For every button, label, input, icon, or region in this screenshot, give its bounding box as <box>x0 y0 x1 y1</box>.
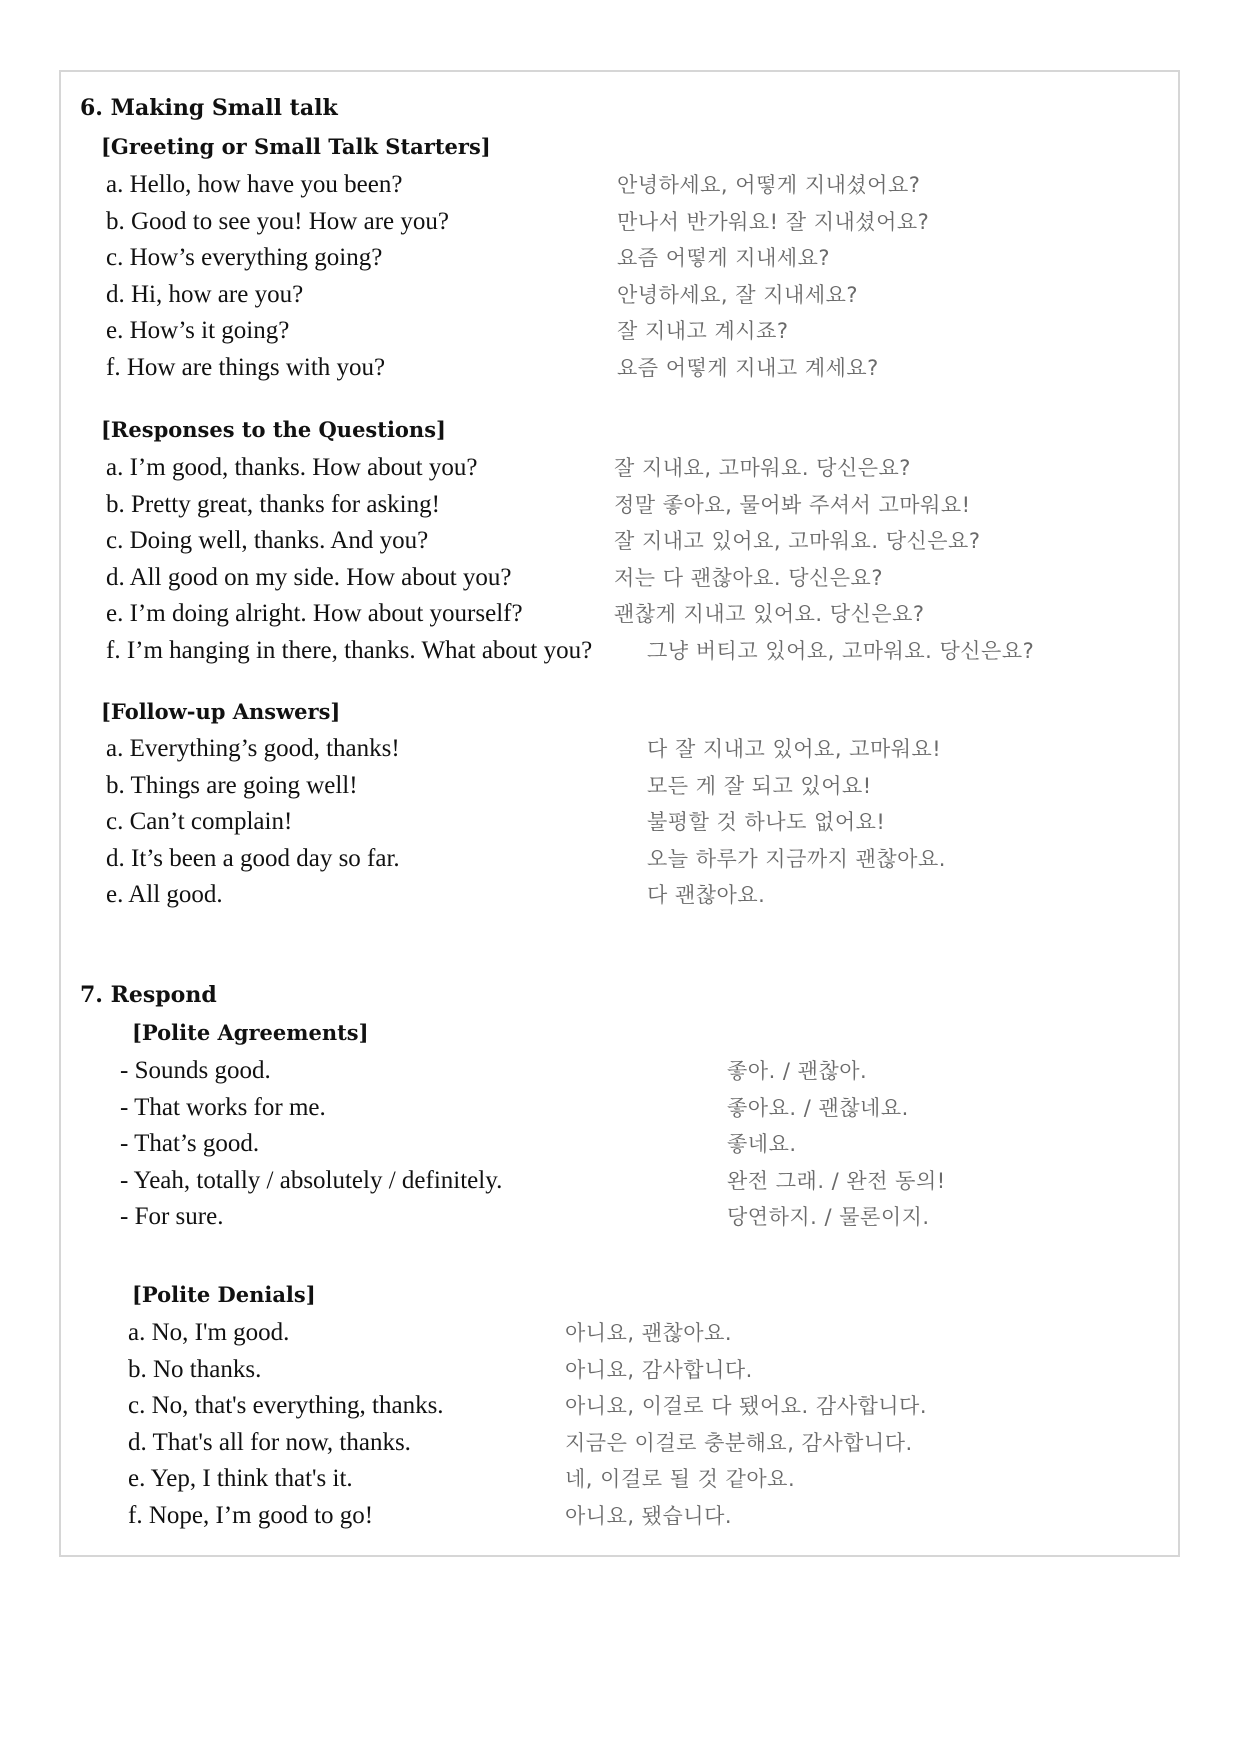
english-phrase: e. All good. <box>106 881 223 908</box>
english-phrase: c. Doing well, thanks. And you? <box>106 527 429 554</box>
english-phrase: a. Everything’s good, thanks! <box>106 735 400 762</box>
korean-translation: 괜찮게 지내고 있어요. 당신은요? <box>614 602 925 626</box>
section-title: 6. Making Small talk <box>80 95 338 121</box>
english-phrase: e. How’s it going? <box>106 317 290 344</box>
korean-translation: 다 괜찮아요. <box>647 883 766 907</box>
english-phrase: f. How are things with you? <box>106 353 386 381</box>
english-phrase: e. Yep, I think that's it. <box>128 1465 353 1492</box>
korean-translation: 요즘 어떻게 지내세요? <box>617 246 831 270</box>
english-phrase: b. No thanks. <box>128 1355 262 1383</box>
group-heading: [Greeting or Small Talk Starters] <box>101 134 491 159</box>
english-phrase: b. Pretty great, thanks for asking! <box>106 490 440 518</box>
english-phrase: d. Hi, how are you? <box>106 280 304 308</box>
section-title: 7. Respond <box>80 982 217 1008</box>
english-phrase: - Yeah, totally / absolutely / definitely. <box>120 1166 503 1194</box>
korean-translation: 당연하지. / 물론이지. <box>727 1205 930 1229</box>
group-heading: [Polite Denials] <box>132 1282 316 1307</box>
korean-translation: 안녕하세요, 어떻게 지내셨어요? <box>617 173 921 197</box>
english-phrase: d. All good on my side. How about you? <box>106 563 512 591</box>
korean-translation: 잘 지내고 있어요, 고마워요. 당신은요? <box>614 529 981 553</box>
english-phrase: b. Things are going well! <box>106 771 358 799</box>
korean-translation: 좋아요. / 괜찮네요. <box>727 1095 909 1120</box>
korean-translation: 좋네요. <box>727 1132 797 1156</box>
english-phrase: c. Can’t complain! <box>106 808 293 835</box>
english-phrase: a. I’m good, thanks. How about you? <box>106 454 478 481</box>
group-heading: [Polite Agreements] <box>132 1020 369 1045</box>
english-phrase: - For sure. <box>120 1203 224 1230</box>
korean-translation: 모든 게 잘 되고 있어요! <box>647 773 872 798</box>
korean-translation: 좋아. / 괜찮아. <box>727 1059 868 1083</box>
english-phrase: e. I’m doing alright. How about yourself? <box>106 600 523 627</box>
korean-translation: 아니요, 됐습니다. <box>565 1503 733 1528</box>
korean-translation: 오늘 하루가 지금까지 괜찮아요. <box>647 846 946 871</box>
group-heading: [Responses to the Questions] <box>101 417 446 442</box>
english-phrase: - That works for me. <box>120 1093 326 1121</box>
korean-translation: 네, 이걸로 될 것 같아요. <box>565 1467 796 1491</box>
english-phrase: a. No, I'm good. <box>128 1319 290 1346</box>
korean-translation: 불평할 것 하나도 없어요! <box>647 810 886 834</box>
korean-translation: 지금은 이걸로 충분해요, 감사합니다. <box>565 1430 913 1455</box>
korean-translation: 다 잘 지내고 있어요, 고마워요! <box>647 737 942 761</box>
english-phrase: - That’s good. <box>120 1130 260 1157</box>
korean-translation: 만나서 반가워요! 잘 지내셨어요? <box>617 209 930 234</box>
korean-translation: 정말 좋아요, 물어봐 주셔서 고마워요! <box>614 492 971 517</box>
group-heading: [Follow-up Answers] <box>101 699 341 724</box>
english-phrase: b. Good to see you! How are you? <box>106 207 449 235</box>
english-phrase: d. It’s been a good day so far. <box>106 844 400 872</box>
english-phrase: f. Nope, I’m good to go! <box>128 1501 374 1529</box>
english-phrase: c. How’s everything going? <box>106 244 383 271</box>
korean-translation: 완전 그래. / 완전 동의! <box>727 1168 946 1193</box>
korean-translation: 아니요, 이걸로 다 됐어요. 감사합니다. <box>565 1394 928 1418</box>
korean-translation: 잘 지내고 계시죠? <box>617 319 789 343</box>
korean-translation: 아니요, 감사합니다. <box>565 1357 753 1382</box>
english-phrase: d. That's all for now, thanks. <box>128 1428 411 1456</box>
korean-translation: 아니요, 괜찮아요. <box>565 1321 733 1345</box>
korean-translation: 요즘 어떻게 지내고 계세요? <box>617 355 879 380</box>
english-phrase: a. Hello, how have you been? <box>106 171 403 198</box>
korean-translation: 잘 지내요, 고마워요. 당신은요? <box>614 456 911 480</box>
korean-translation: 안녕하세요, 잘 지내세요? <box>617 282 859 307</box>
korean-translation: 그냥 버티고 있어요, 고마워요. 당신은요? <box>647 638 1035 663</box>
english-phrase: - Sounds good. <box>120 1057 271 1084</box>
english-phrase: f. I’m hanging in there, thanks. What about you? <box>106 636 593 664</box>
korean-translation: 저는 다 괜찮아요. 당신은요? <box>614 565 883 590</box>
english-phrase: c. No, that's everything, thanks. <box>128 1392 444 1419</box>
